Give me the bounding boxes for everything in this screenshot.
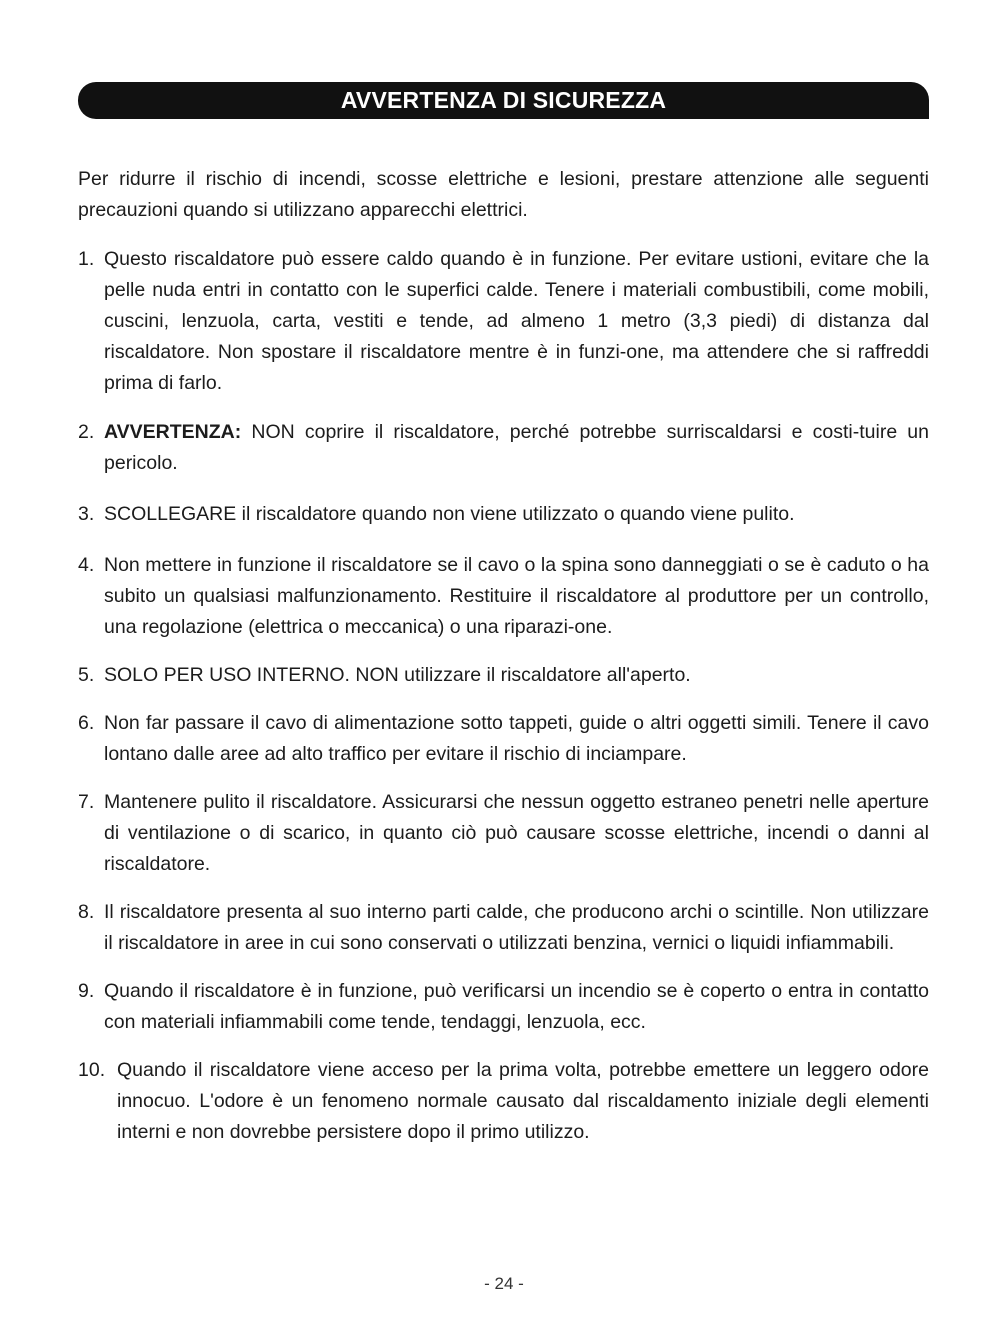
item-body: Il riscaldatore presenta al suo interno parti calde, che producono archi o scintille. Non utilizzare il riscaldatore in aree in cui sono conservati o utilizzati benzina, vernici o liquidi infiammabili. — [104, 901, 929, 954]
item-text — [117, 1055, 929, 1148]
list-item — [78, 499, 929, 530]
item-body: NON coprire il riscaldatore, perché potrebbe surriscaldarsi e costi-tuire un pericolo. — [104, 421, 929, 474]
item-text — [104, 499, 929, 530]
item-body: SCOLLEGARE il riscaldatore quando non viene utilizzato o quando viene pulito. — [104, 503, 795, 525]
item-body: Mantenere pulito il riscaldatore. Assicurarsi che nessun oggetto estraneo penetri nelle aperture di ventilazione o di scarico, in quanto ciò può causare scosse elettriche, incendi o danni al riscaldatore. — [104, 791, 929, 875]
section-header-bar — [78, 82, 929, 119]
list-item — [78, 417, 929, 479]
item-number: 9. — [78, 980, 95, 1002]
item-text — [104, 417, 929, 479]
list-item — [78, 1055, 929, 1148]
item-number: 4. — [78, 554, 95, 576]
list-item — [78, 787, 929, 880]
intro-paragraph: Per ridurre il rischio di incendi, scosse elettriche e lesioni, prestare attenzione alle seguenti precauzioni quando si utilizzano apparecchi elettrici. — [78, 168, 929, 221]
item-number: 10. — [78, 1059, 106, 1081]
item-text — [104, 897, 929, 959]
item-number: 8. — [78, 901, 95, 923]
item-body: SOLO PER USO INTERNO. NON utilizzare il riscaldatore all'aperto. — [104, 664, 691, 686]
list-item — [78, 660, 929, 691]
item-text — [104, 244, 929, 399]
item-text — [104, 976, 929, 1038]
item-body: Questo riscaldatore può essere caldo quando è in funzione. Per evitare ustioni, evitare che la pelle nuda entri in contatto con le superfici calde. Tenere i materiali combustibili, come mobili, cuscini, lenzuola, carta, vestiti e tende, ad almeno 1 metro (3,3 piedi) di distanza dal riscaldatore. Non spostare il riscaldatore mentre è in funzi-one, ma attendere che si raffreddi prima di farlo. — [104, 248, 929, 394]
item-body: Non far passare il cavo di alimentazione sotto tappeti, guide o altri oggetti simili. Tenere il cavo lontano dalle aree ad alto traffico per evitare il rischio di inciampare. — [104, 712, 929, 765]
item-number: 2. — [78, 421, 95, 443]
item-number: 3. — [78, 503, 95, 525]
item-text — [104, 660, 929, 691]
item-text — [104, 787, 929, 880]
section-title: AVVERTENZA DI SICUREZZA — [340, 87, 667, 113]
item-text — [104, 708, 929, 770]
list-item — [78, 976, 929, 1038]
item-text — [104, 550, 929, 643]
item-body: Quando il riscaldatore è in funzione, può verificarsi un incendio se è coperto o entra in contatto con materiali infiammabili come tende, tendaggi, lenzuola, ecc. — [104, 980, 929, 1033]
list-item — [78, 897, 929, 959]
list-item — [78, 244, 929, 399]
item-number: 5. — [78, 664, 95, 686]
list-item — [78, 708, 929, 770]
safety-warnings-list — [78, 244, 929, 1148]
item-body: Non mettere in funzione il riscaldatore se il cavo o la spina sono danneggiati o se è caduto o ha subito un qualsiasi malfunzionamento. Restituire il riscaldatore al produttore per un controllo, una regolazione (elettrica o meccanica) o una riparazi-one. — [104, 554, 929, 638]
item-lead: AVVERTENZA: — [104, 421, 242, 443]
item-number: 1. — [78, 248, 95, 270]
item-body: Quando il riscaldatore viene acceso per la prima volta, potrebbe emettere un leggero odore innocuo. L'odore è un fenomeno normale causato dal riscaldamento iniziale degli elementi interni e non dovrebbe persistere dopo il primo utilizzo. — [117, 1059, 929, 1143]
page-number: - 24 - — [484, 1274, 524, 1293]
item-number: 6. — [78, 712, 95, 734]
list-item — [78, 550, 929, 643]
item-number: 7. — [78, 791, 95, 813]
